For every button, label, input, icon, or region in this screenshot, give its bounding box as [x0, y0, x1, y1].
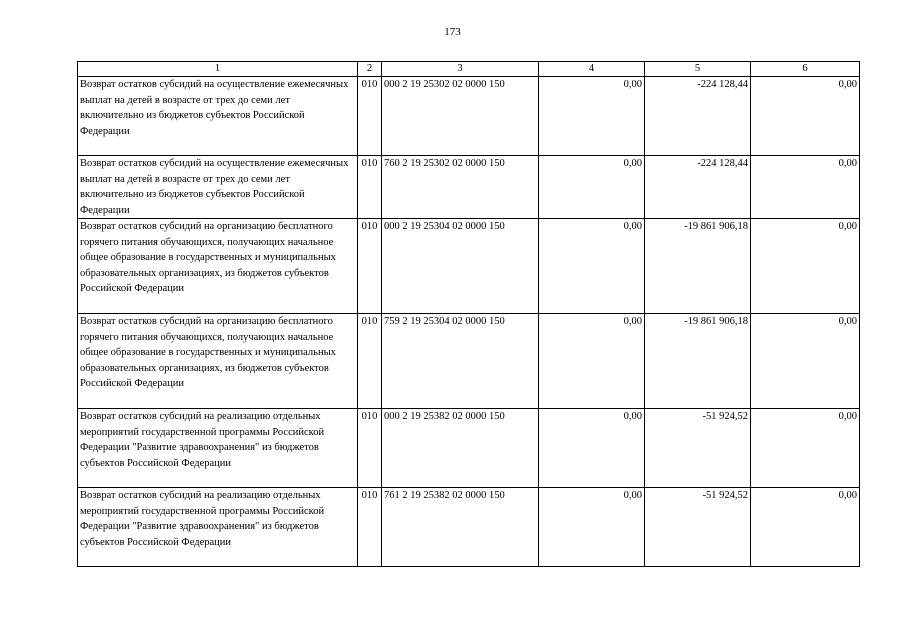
row-value-col6: 0,00 — [751, 488, 860, 567]
row-kbk-cell: 761 2 19 25382 02 0000 150 — [382, 488, 539, 567]
row-kbk-cell: 760 2 19 25302 02 0000 150 — [382, 156, 539, 219]
row-code-cell: 010 — [358, 488, 382, 567]
row-value-col6: 0,00 — [751, 156, 860, 219]
table-row — [78, 156, 860, 219]
row-value-col6: 0,00 — [751, 314, 860, 409]
header-col-5: 5 — [645, 62, 751, 77]
table-row — [78, 488, 860, 567]
row-value-col5: -19 861 906,18 — [645, 314, 751, 409]
row-name-cell: Возврат остатков субсидий на организацию бесплатного горячего питания обучающихся, получающих начальное общее образование в государственных и муниципальных образовательных организациях, из бюджетов субъектов Российской Федерации — [78, 219, 358, 314]
table-row — [78, 409, 860, 488]
row-name-cell: Возврат остатков субсидий на реализацию отдельных мероприятий государственной программы Российской Федерации "Развитие здравоохранения" из бюджетов субъектов Российской Федерации — [78, 488, 358, 567]
row-value-col6: 0,00 — [751, 409, 860, 488]
row-name-cell: Возврат остатков субсидий на организацию бесплатного горячего питания обучающихся, получающих начальное общее образование в государственных и муниципальных образовательных организациях, из бюджетов субъектов Российской Федерации — [78, 314, 358, 409]
header-col-3: 3 — [382, 62, 539, 77]
header-col-4: 4 — [539, 62, 645, 77]
row-name-cell: Возврат остатков субсидий на осуществление ежемесячных выплат на детей в возрасте от трех до семи лет включительно из бюджетов субъектов Российской Федерации — [78, 77, 358, 156]
row-value-col4: 0,00 — [539, 488, 645, 567]
row-kbk-cell: 000 2 19 25382 02 0000 150 — [382, 409, 539, 488]
header-col-1: 1 — [78, 62, 358, 77]
row-name-cell: Возврат остатков субсидий на осуществление ежемесячных выплат на детей в возрасте от трех до семи лет включительно из бюджетов субъектов Российской Федерации — [78, 156, 358, 219]
row-value-col5: -51 924,52 — [645, 409, 751, 488]
row-value-col5: -224 128,44 — [645, 77, 751, 156]
page-number: 173 — [444, 26, 461, 38]
header-col-2: 2 — [358, 62, 382, 77]
row-value-col4: 0,00 — [539, 409, 645, 488]
table-header-row — [78, 62, 860, 77]
row-value-col4: 0,00 — [539, 156, 645, 219]
row-value-col4: 0,00 — [539, 314, 645, 409]
row-code-cell: 010 — [358, 156, 382, 219]
row-kbk-cell: 759 2 19 25304 02 0000 150 — [382, 314, 539, 409]
header-col-6: 6 — [751, 62, 860, 77]
row-code-cell: 010 — [358, 409, 382, 488]
row-code-cell: 010 — [358, 314, 382, 409]
row-value-col4: 0,00 — [539, 219, 645, 314]
row-value-col5: -51 924,52 — [645, 488, 751, 567]
table-row — [78, 219, 860, 314]
row-code-cell: 010 — [358, 219, 382, 314]
row-kbk-cell: 000 2 19 25302 02 0000 150 — [382, 77, 539, 156]
row-code-cell: 010 — [358, 77, 382, 156]
table-row — [78, 314, 860, 409]
row-kbk-cell: 000 2 19 25304 02 0000 150 — [382, 219, 539, 314]
row-value-col5: -19 861 906,18 — [645, 219, 751, 314]
row-value-col5: -224 128,44 — [645, 156, 751, 219]
row-value-col6: 0,00 — [751, 77, 860, 156]
row-name-cell: Возврат остатков субсидий на реализацию отдельных мероприятий государственной программы Российской Федерации "Развитие здравоохранения" из бюджетов субъектов Российской Федерации — [78, 409, 358, 488]
table-row — [78, 77, 860, 156]
row-value-col4: 0,00 — [539, 77, 645, 156]
row-value-col6: 0,00 — [751, 219, 860, 314]
budget-table — [77, 61, 860, 567]
